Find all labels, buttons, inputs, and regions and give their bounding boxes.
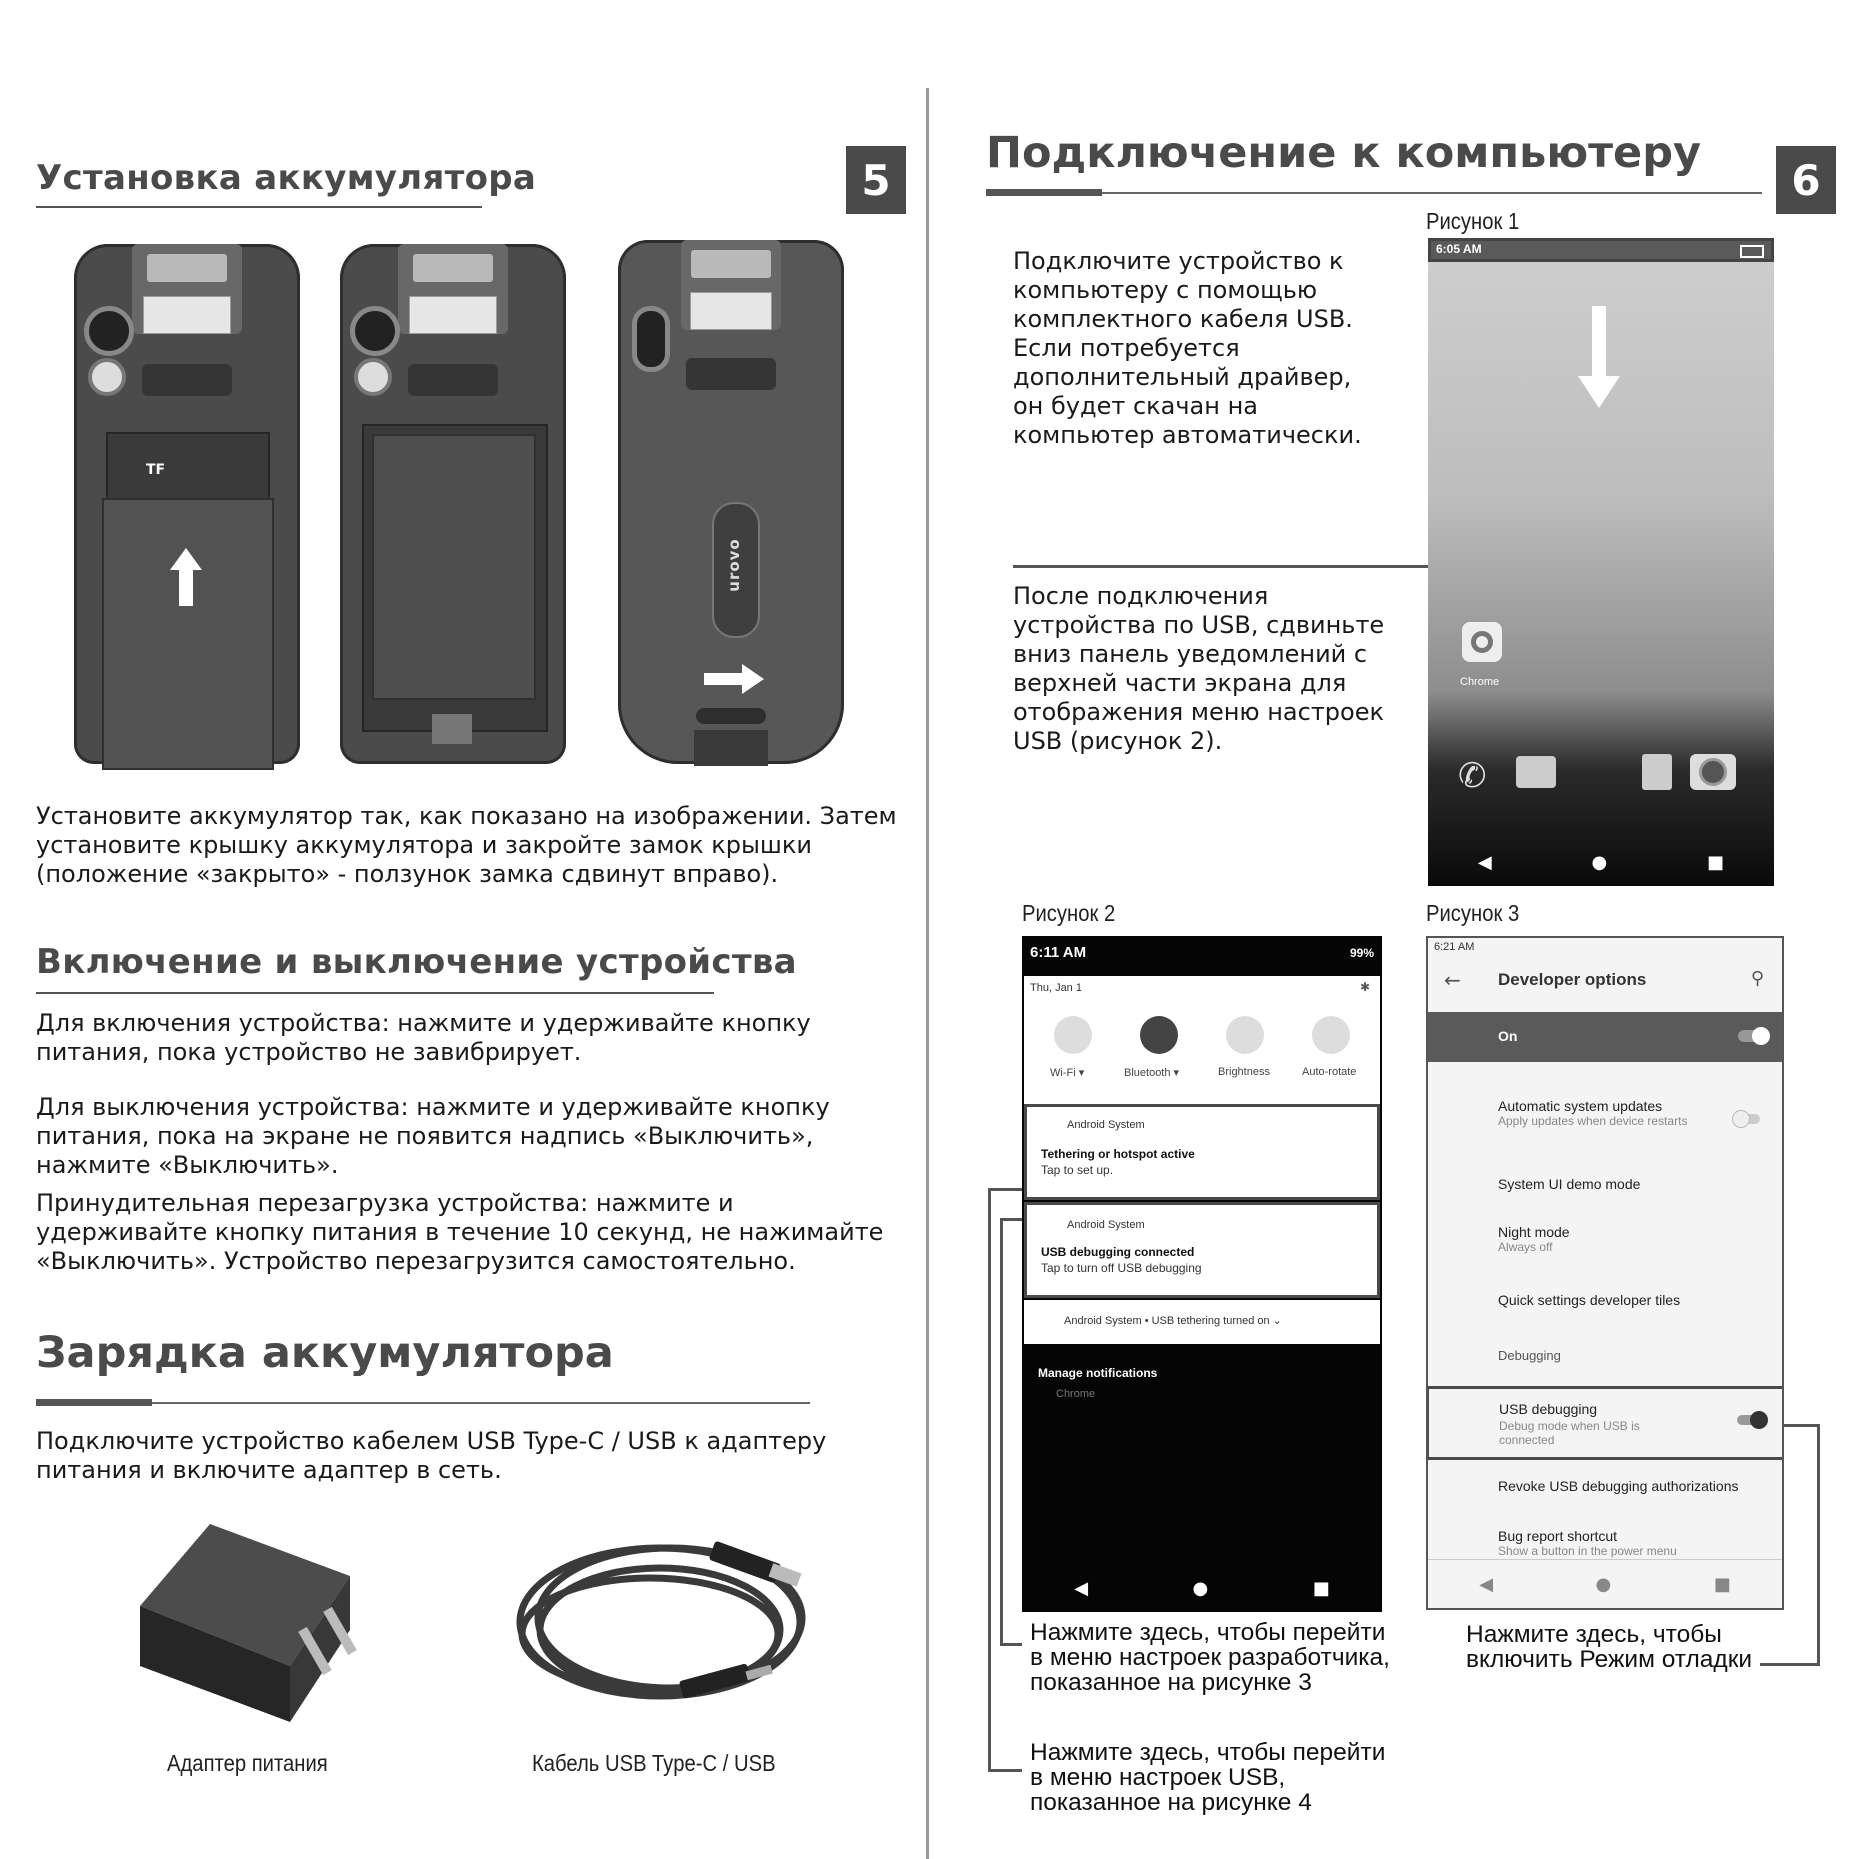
arrow-up-icon [170,548,202,570]
title-underline [36,206,482,208]
usb-cable-image [500,1522,830,1732]
back-arrow-icon[interactable]: ← [1444,968,1461,992]
master-toggle[interactable] [1738,1030,1768,1042]
setting-revoke[interactable]: Revoke USB debugging authorizations [1498,1478,1739,1494]
setting-sub: Show a button in the power menu [1498,1544,1677,1558]
notification-usb-debugging[interactable] [1024,1202,1380,1298]
setting-title: Night mode [1498,1224,1570,1240]
sd-slot-label: TF [146,462,166,478]
battery-icon [1740,245,1764,258]
qs-date: Thu, Jan 1 [1030,982,1082,994]
usb-debugging-toggle[interactable] [1737,1415,1765,1425]
battery-percent: 99% [1349,946,1374,960]
power-title: Включение и выключение устройства [36,942,797,982]
fig1-caption: Рисунок 1 [1426,208,1520,234]
brightness-tile-icon[interactable] [1226,1016,1264,1054]
recents-icon[interactable]: ■ [1713,1573,1731,1595]
setting-night-mode[interactable] [1498,1224,1570,1254]
back-icon[interactable]: ◀ [1477,851,1492,873]
connect-text-1: Подключите устройство к компьютеру с помощью комплектного кабеля USB. Если потребуется дополнительный драйвер, он будет скачан на компьютер автоматически. [1013,247,1362,449]
usb-debugging-title: USB debugging [1499,1401,1598,1417]
power-off-text: Для выключения устройства: нажмите и удерживайте кнопку питания, пока на экране не появится надпись «Выключить», нажмите «Выключить». [36,1093,830,1179]
debugging-section: Debugging [1498,1348,1561,1363]
device-back-cover-closed [618,240,844,764]
status-time: 6:05 AM [1436,242,1482,256]
annotation-dev-menu: Нажмите здесь, чтобы перейти в меню настроек разработчика, показанное на рисунке 3 [1030,1619,1390,1696]
device-back-battery-installed [340,244,566,764]
notif-app: Android System [1067,1119,1145,1131]
fig1-home-screen [1428,238,1774,886]
swipe-down-arrow [1592,306,1606,380]
notif-text: Tap to set up. [1041,1163,1114,1177]
developer-options-header: Developer options [1498,970,1647,989]
chrome-label: Chrome [1056,1388,1096,1400]
title-underline-thick [36,1399,152,1406]
battery-install-text: Установите аккумулятор так, как показано на изображении. Затем установите крышку аккумулятора и закройте замок крышки (положение «закрыто» - ползунок замка сдвинут вправо). [36,802,897,888]
fig3-caption: Рисунок 3 [1426,900,1520,926]
bracket-fig3 [1000,1218,1022,1646]
notif-title: Tethering or hotspot active [1041,1147,1195,1161]
device-back-battery-insert [74,244,300,764]
wifi-tile-icon[interactable] [1054,1016,1092,1054]
autorotate-tile-icon[interactable] [1312,1016,1350,1054]
bluetooth-status-icon: ✱ [1359,980,1370,994]
master-toggle-row[interactable] [1428,1012,1784,1062]
page-divider [926,88,929,1859]
connect-title: Подключение к компьютеру [986,128,1702,178]
setting-title: Bug report shortcut [1498,1528,1618,1544]
back-icon[interactable]: ◀ [1074,1577,1089,1599]
title-underline [36,992,714,994]
home-icon[interactable]: ● [1591,851,1608,873]
camera-icon[interactable] [1690,754,1736,790]
notif-text: Tap to turn off USB debugging [1041,1261,1202,1275]
tile-label-bluetooth: Bluetooth ▾ [1124,1067,1180,1079]
charging-title: Зарядка аккумулятора [36,1328,614,1378]
bracket-debug-tail [1760,1663,1786,1666]
setting-demo-mode[interactable]: System UI demo mode [1498,1176,1641,1192]
notif-app: Android System [1067,1219,1145,1231]
page-number-6: 6 [1776,146,1836,214]
battery-install-title: Установка аккумулятора [36,158,537,198]
page-number-5: 5 [846,146,906,214]
charging-text: Подключите устройство кабелем USB Type-C / USB к адаптеру питания и включите адаптер в сеть. [36,1427,827,1484]
brand-logo: urovo [725,538,743,592]
bracket-debug [1784,1424,1820,1666]
on-label: On [1498,1028,1518,1044]
cable-caption: Кабель USB Type-C / USB [532,1750,776,1776]
manage-notifications[interactable]: Manage notifications [1038,1366,1158,1380]
chrome-label: Chrome [1460,676,1500,688]
arrow-right-icon [742,664,764,694]
title-underline-thin [986,192,1762,194]
messages-icon[interactable] [1516,756,1556,788]
fig3-developer-options [1426,936,1784,1610]
connect-text-2: После подключения устройства по USB, сдвиньте вниз панель уведомлений с верхней части экрана для отображения меню настроек USB (рисунок 2). [1013,582,1385,755]
setting-qs-tiles[interactable]: Quick settings developer tiles [1498,1292,1681,1308]
nav-bar [1428,1559,1782,1608]
contacts-icon[interactable] [1642,754,1672,790]
power-on-text: Для включения устройства: нажмите и удерживайте кнопку питания, пока устройство не завибрирует. [36,1009,811,1066]
home-icon[interactable]: ● [1192,1577,1209,1599]
phone-icon[interactable]: ✆ [1458,756,1487,796]
annotation-debug-mode: Нажмите здесь, чтобы включить Режим отладки [1466,1621,1753,1673]
tile-label-autorotate: Auto-rotate [1302,1066,1357,1078]
fig2-caption: Рисунок 2 [1022,900,1116,926]
home-icon[interactable]: ● [1595,1573,1612,1595]
setting-auto-updates[interactable] [1498,1098,1718,1128]
nav-bar [1428,838,1774,886]
usb-debugging-row[interactable] [1426,1386,1784,1460]
status-time: 6:21 AM [1434,941,1475,953]
tile-label-wifi: Wi-Fi ▾ [1050,1067,1085,1079]
recents-icon[interactable]: ■ [1312,1577,1330,1599]
notif-title: USB debugging connected [1041,1245,1195,1259]
notification-tethering[interactable] [1024,1104,1380,1200]
auto-updates-toggle[interactable] [1734,1114,1760,1124]
back-icon[interactable]: ◀ [1479,1573,1494,1595]
notif-app: Android System • USB tethering turned on ⌄ [1064,1315,1282,1327]
adapter-caption: Адаптер питания [167,1750,328,1776]
usb-debugging-sub: Debug mode when USB is connected [1499,1419,1640,1447]
tile-label-brightness: Brightness [1218,1066,1270,1078]
chrome-icon[interactable] [1462,622,1502,662]
arrow-down-icon [1578,376,1620,408]
notification-usb-tethering[interactable] [1024,1300,1380,1344]
title-underline-thin [36,1402,810,1404]
setting-sub: Always off [1498,1240,1553,1254]
bluetooth-tile-icon[interactable] [1140,1016,1178,1054]
annotation-usb-menu: Нажмите здесь, чтобы перейти в меню настроек USB, показанное на рисунке 4 [1030,1739,1386,1816]
fig2-notification-shade [1022,936,1382,1612]
search-icon[interactable]: ⚲ [1750,968,1764,989]
power-adapter-image [130,1516,380,1736]
setting-bug-report[interactable] [1498,1528,1677,1558]
setting-title: Automatic system updates [1498,1098,1663,1114]
status-time: 6:11 AM [1030,944,1087,961]
title-underline-thick [986,189,1102,196]
setting-sub: Apply updates when device restarts [1498,1114,1688,1128]
force-reboot-text: Принудительная перезагрузка устройства: нажмите и удерживайте кнопку питания в течение 10 секунд, не нажимайте «Выключить». Устройство перезагрузится самостоятельно. [36,1189,884,1275]
recents-icon[interactable]: ■ [1707,851,1725,873]
nav-bar [1022,1564,1382,1612]
